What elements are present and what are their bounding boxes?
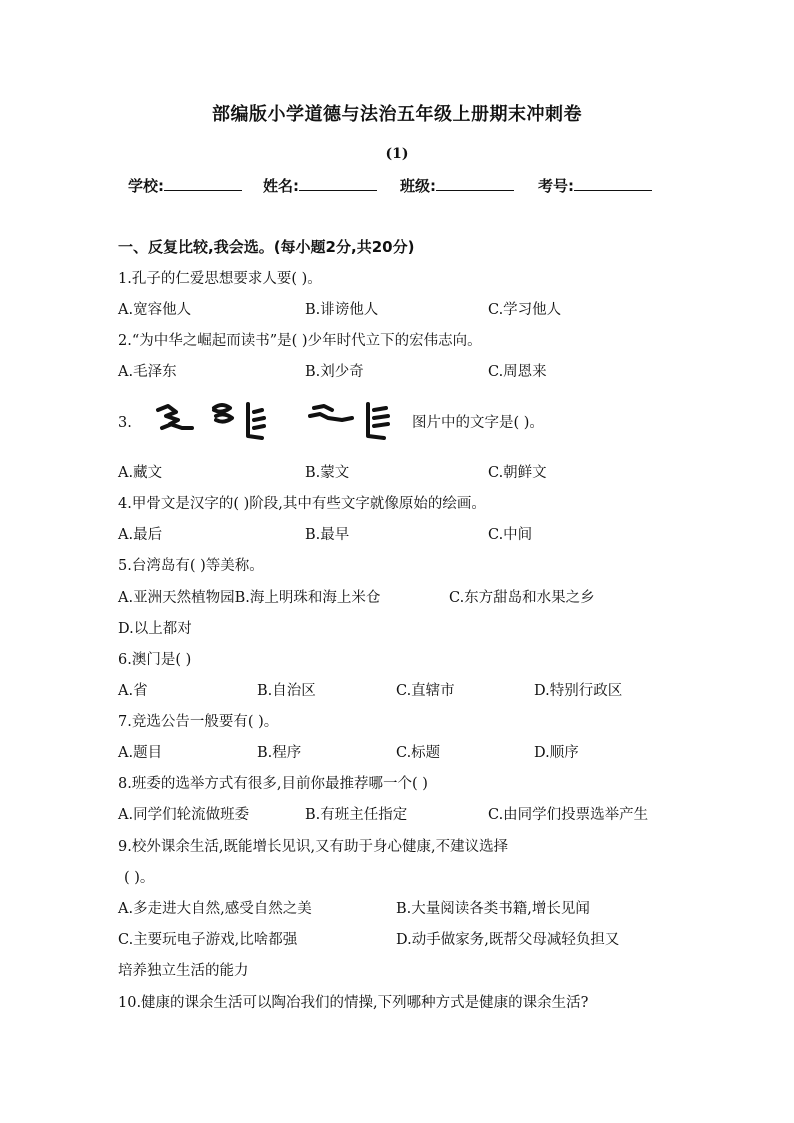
q4-option-c[interactable]: C.中间 [488, 527, 533, 543]
name-blank[interactable] [299, 175, 377, 191]
name-field: 姓名: [263, 175, 377, 196]
question-1: 1.孔子的仁爱思想要求人要( )。 [118, 271, 322, 287]
question-5: 5.台湾岛有( )等美称。 [118, 558, 264, 574]
q4-option-b[interactable]: B.最早 [305, 527, 350, 543]
q3-option-c[interactable]: C.朝鲜文 [488, 465, 547, 481]
q1-option-c[interactable]: C.学习他人 [488, 302, 562, 318]
question-9: 9.校外课余生活,既能增长见识,又有助于身心健康,不建议选择 [118, 839, 509, 855]
q9-option-d[interactable]: D.动手做家务,既帮父母减轻负担又 [396, 932, 620, 948]
q8-option-b[interactable]: B.有班主任指定 [305, 807, 408, 823]
exam-number-field: 考号: [538, 175, 652, 196]
class-blank[interactable] [436, 175, 514, 191]
question-3-number: 3. [118, 415, 132, 431]
q1-option-b[interactable]: B.诽谤他人 [305, 302, 379, 318]
q5-option-c[interactable]: C.东方甜岛和水果之乡 [449, 590, 595, 606]
q7-option-c[interactable]: C.标题 [396, 745, 441, 761]
q9-option-a[interactable]: A.多走进大自然,感受自然之美 [118, 901, 312, 917]
q2-option-c[interactable]: C.周恩来 [488, 364, 547, 380]
school-blank[interactable] [164, 175, 242, 191]
q7-option-d[interactable]: D.顺序 [534, 745, 579, 761]
q9-option-c[interactable]: C.主要玩电子游戏,比啥都强 [118, 932, 298, 948]
q4-option-a[interactable]: A.最后 [118, 527, 163, 543]
q9-option-d-cont: 培养独立生活的能力 [118, 963, 249, 979]
q6-option-d[interactable]: D.特别行政区 [534, 683, 623, 699]
q3-option-a[interactable]: A.藏文 [118, 465, 163, 481]
section-heading: 一、反复比较,我会选。(每小题2分,共20分) [118, 238, 415, 256]
question-2: 2.“为中华之崛起而读书”是( )少年时代立下的宏伟志向。 [118, 333, 482, 349]
page-title: 部编版小学道德与法治五年级上册期末冲刺卷 [212, 104, 582, 125]
q9-option-b[interactable]: B.大量阅读各类书籍,增长见闻 [396, 901, 590, 917]
q7-option-a[interactable]: A.题目 [118, 745, 163, 761]
page-subtitle: (1) [385, 146, 409, 162]
q8-option-a[interactable]: A.同学们轮流做班委 [118, 807, 250, 823]
school-field: 学校: [128, 175, 242, 196]
q6-option-c[interactable]: C.直辖市 [396, 683, 455, 699]
question-9-blank: ( )。 [124, 870, 155, 886]
q8-option-c[interactable]: C.由同学们投票选举产生 [488, 807, 649, 823]
question-6: 6.澳门是( ) [118, 652, 192, 668]
q6-option-b[interactable]: B.自治区 [257, 683, 316, 699]
q1-option-a[interactable]: A.宽容他人 [118, 302, 192, 318]
student-info-row [128, 175, 688, 197]
q2-option-a[interactable]: A.毛泽东 [118, 364, 177, 380]
q3-option-b[interactable]: B.蒙文 [305, 465, 350, 481]
q5-option-d[interactable]: D.以上都对 [118, 621, 192, 637]
question-3: 图片中的文字是( )。 [412, 415, 544, 431]
q2-option-b[interactable]: B.刘少奇 [305, 364, 364, 380]
question-4: 4.甲骨文是汉字的( )阶段,其中有些文字就像原始的绘画。 [118, 496, 486, 512]
q5-option-ab[interactable]: A.亚洲天然植物园B.海上明珠和海上米仓 [118, 590, 381, 606]
question-8: 8.班委的选举方式有很多,目前你最推荐哪一个( ) [118, 776, 428, 792]
mongolian-script-image [152, 398, 402, 443]
exam-number-blank[interactable] [574, 175, 652, 191]
class-field: 班级: [400, 175, 514, 196]
q7-option-b[interactable]: B.程序 [257, 745, 302, 761]
question-10: 10.健康的课余生活可以陶冶我们的情操,下列哪种方式是健康的课余生活? [118, 995, 589, 1011]
q6-option-a[interactable]: A.省 [118, 683, 148, 699]
question-7: 7.竞选公告一般要有( )。 [118, 714, 279, 730]
